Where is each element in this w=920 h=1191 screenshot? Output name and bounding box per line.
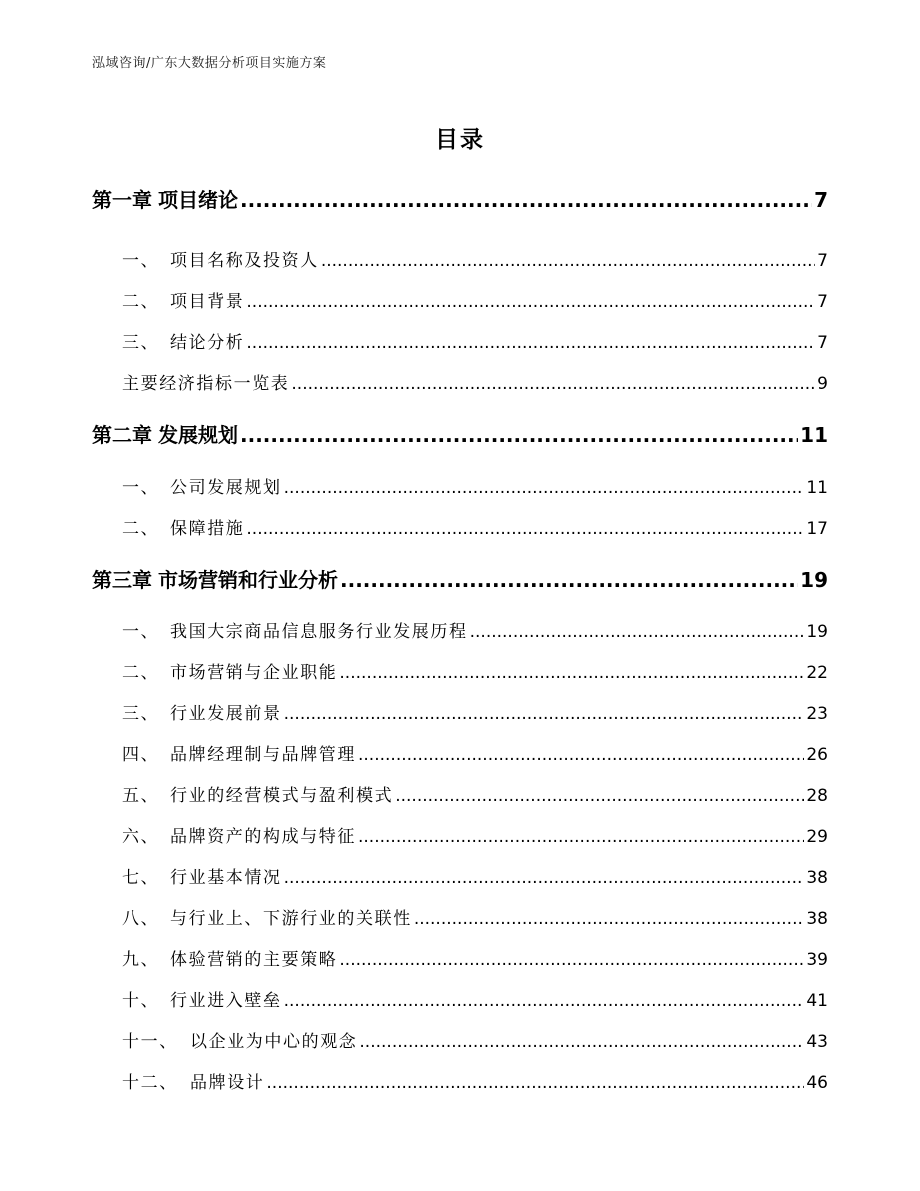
page-title: 目录 xyxy=(435,127,485,153)
section-title: 行业发展前景 xyxy=(170,704,282,724)
section-title: 体验营销的主要策略 xyxy=(170,950,338,970)
leader-dots xyxy=(470,622,805,642)
section-title: 行业的经营模式与盈利模式 xyxy=(170,786,394,806)
leader-dots xyxy=(240,423,798,447)
page-number: 22 xyxy=(806,663,828,683)
running-header: 泓域咨询/广东大数据分析项目实施方案 xyxy=(92,56,327,71)
page-number: 7 xyxy=(817,251,828,271)
leader-dots xyxy=(284,478,805,498)
section-title: 我国大宗商品信息服务行业发展历程 xyxy=(170,622,468,642)
section-number: 七、 xyxy=(122,868,160,888)
page-number: 7 xyxy=(817,292,828,312)
section-number: 一、 xyxy=(122,622,160,642)
section-number: 一、 xyxy=(122,251,160,271)
leader-dots xyxy=(266,1073,804,1093)
page-number: 41 xyxy=(806,991,828,1011)
section-title: 主要经济指标一览表 xyxy=(122,374,290,394)
section-number: 四、 xyxy=(122,745,160,765)
section-title: 行业基本情况 xyxy=(170,868,282,888)
leader-dots xyxy=(359,1032,804,1052)
toc-chapter-2[interactable] xyxy=(92,419,828,448)
leader-dots xyxy=(284,868,805,888)
section-title: 行业进入壁垒 xyxy=(170,991,282,1011)
section-number: 三、 xyxy=(122,704,160,724)
section-number: 二、 xyxy=(122,663,160,683)
section-number: 二、 xyxy=(122,519,160,539)
section-title: 保障措施 xyxy=(170,519,245,539)
leader-dots xyxy=(246,292,815,312)
page-number: 19 xyxy=(800,568,828,592)
leader-dots xyxy=(246,333,815,353)
toc-section-3-11[interactable] xyxy=(92,1027,828,1052)
leader-dots xyxy=(358,827,804,847)
leader-dots xyxy=(240,188,812,212)
section-title: 品牌资产的构成与特征 xyxy=(170,827,356,847)
section-number: 一、 xyxy=(122,478,160,498)
leader-dots xyxy=(284,991,805,1011)
section-title: 市场营销与企业职能 xyxy=(170,663,338,683)
toc-section-3-12[interactable] xyxy=(92,1068,828,1093)
toc-section-2-2[interactable] xyxy=(92,514,828,539)
section-title: 与行业上、下游行业的关联性 xyxy=(170,909,412,929)
page-number: 29 xyxy=(806,827,828,847)
leader-dots xyxy=(291,374,815,394)
leader-dots xyxy=(339,663,804,683)
toc-section-3-4[interactable] xyxy=(92,740,828,765)
toc-section-3-3[interactable] xyxy=(92,699,828,724)
page-number: 39 xyxy=(806,950,828,970)
section-number: 八、 xyxy=(122,909,160,929)
toc-section-3-5[interactable] xyxy=(92,781,828,806)
page-number: 38 xyxy=(806,868,828,888)
section-title: 以企业为中心的观念 xyxy=(190,1032,358,1052)
page-number: 19 xyxy=(806,622,828,642)
toc-section-1-3[interactable] xyxy=(92,328,828,353)
toc-section-2-1[interactable] xyxy=(92,473,828,498)
page-number: 9 xyxy=(817,374,828,394)
leader-dots xyxy=(246,519,804,539)
page-number: 17 xyxy=(806,519,828,539)
page-number: 26 xyxy=(806,745,828,765)
section-title: 公司发展规划 xyxy=(170,478,282,498)
section-title: 结论分析 xyxy=(170,333,245,353)
page-number: 43 xyxy=(806,1032,828,1052)
leader-dots xyxy=(284,704,805,724)
leader-dots xyxy=(339,950,804,970)
toc-section-3-6[interactable] xyxy=(92,822,828,847)
toc-section-3-8[interactable] xyxy=(92,904,828,929)
toc-section-1-2[interactable] xyxy=(92,287,828,312)
page-number: 7 xyxy=(817,333,828,353)
leader-dots xyxy=(414,909,805,929)
toc-chapter-1[interactable] xyxy=(92,184,828,213)
chapter-title: 市场营销和行业分析 xyxy=(158,568,338,592)
chapter-title: 项目绪论 xyxy=(158,188,238,212)
page-number: 23 xyxy=(806,704,828,724)
section-number: 五、 xyxy=(122,786,160,806)
section-title: 品牌经理制与品牌管理 xyxy=(170,745,356,765)
section-title: 项目背景 xyxy=(170,292,245,312)
page-number: 11 xyxy=(800,423,828,447)
toc-section-3-2[interactable] xyxy=(92,658,828,683)
toc-section-1-1[interactable] xyxy=(92,246,828,271)
leader-dots xyxy=(321,251,815,271)
section-number: 六、 xyxy=(122,827,160,847)
chapter-number: 第三章 xyxy=(92,568,152,592)
page-number: 28 xyxy=(806,786,828,806)
section-number: 二、 xyxy=(122,292,160,312)
chapter-number: 第二章 xyxy=(92,423,152,447)
toc-section-3-10[interactable] xyxy=(92,986,828,1011)
toc-section-1-4[interactable] xyxy=(92,369,828,394)
leader-dots xyxy=(340,568,798,592)
toc-section-3-7[interactable] xyxy=(92,863,828,888)
page-number: 11 xyxy=(806,478,828,498)
toc-section-3-1[interactable] xyxy=(92,617,828,642)
section-title: 品牌设计 xyxy=(190,1073,265,1093)
section-number: 十、 xyxy=(122,991,160,1011)
section-number: 十二、 xyxy=(122,1073,178,1093)
page-number: 7 xyxy=(814,188,828,212)
section-number: 三、 xyxy=(122,333,160,353)
section-number: 十一、 xyxy=(122,1032,178,1052)
page-number: 46 xyxy=(806,1073,828,1093)
chapter-title: 发展规划 xyxy=(158,423,238,447)
chapter-number: 第一章 xyxy=(92,188,152,212)
section-title: 项目名称及投资人 xyxy=(170,251,319,271)
page-number: 38 xyxy=(806,909,828,929)
section-number: 九、 xyxy=(122,950,160,970)
toc-section-3-9[interactable] xyxy=(92,945,828,970)
leader-dots xyxy=(395,786,804,806)
toc-chapter-3[interactable] xyxy=(92,564,828,593)
leader-dots xyxy=(358,745,804,765)
